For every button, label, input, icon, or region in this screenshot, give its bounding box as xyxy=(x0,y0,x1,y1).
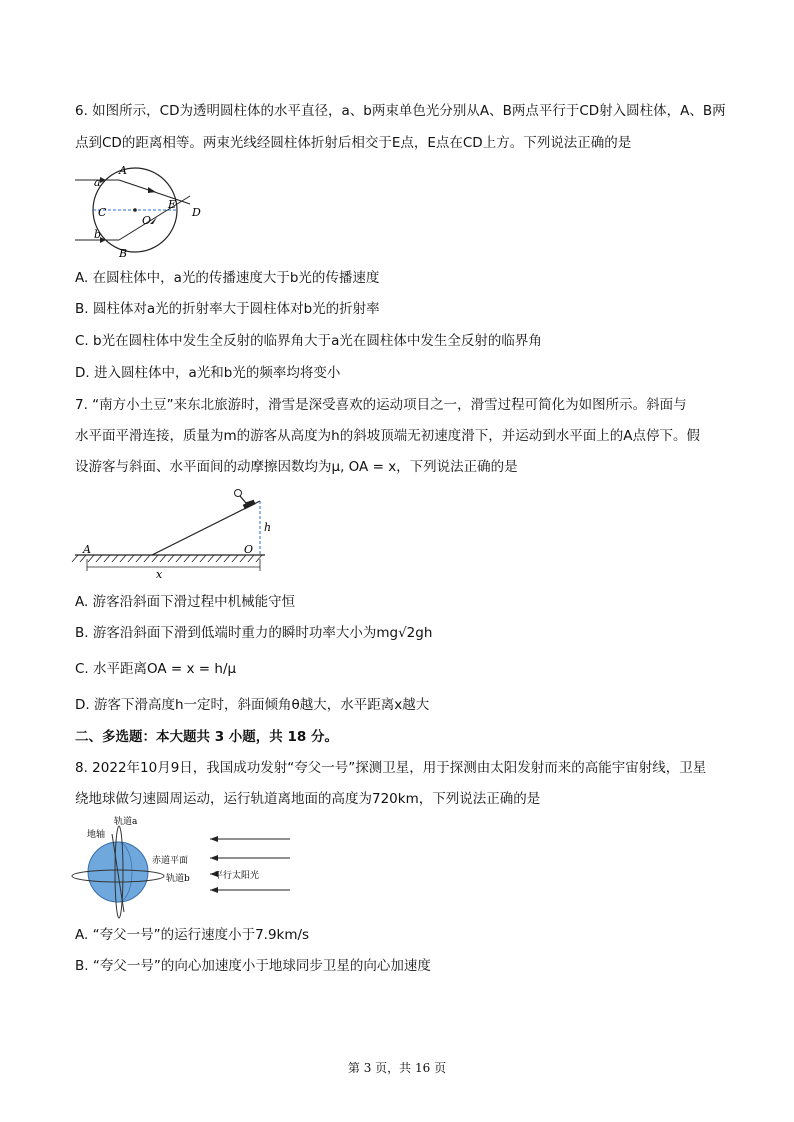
q7-label-x: x xyxy=(156,568,163,580)
q7-option-c: C. 水平距离OA = x = h/μ xyxy=(75,661,237,677)
q6-option-b: B. 圆柱体对a光的折射率大于圆柱体对b光的折射率 xyxy=(75,301,380,317)
q6-label-A: A xyxy=(119,164,127,177)
q7-option-a: A. 游客沿斜面下滑过程中机械能守恒 xyxy=(75,594,296,610)
q8-label-axis: 地轴 xyxy=(87,830,106,840)
q7-stem-line1: 7. “南方小土豆”来东北旅游时，滑雪是深受喜欢的运动项目之一，滑雪过程可简化为如图所示。斜面与 xyxy=(75,397,687,413)
q6-cylinder-figure xyxy=(70,160,220,265)
q6-label-a: a xyxy=(94,176,101,189)
q6-option-c: C. b光在圆柱体中发生全反射的临界角大于a光在圆柱体中发生全反射的临界角 xyxy=(75,333,542,349)
q8-label-orbit-b: 轨道b xyxy=(166,874,190,884)
q6-label-O: O xyxy=(142,214,152,227)
q6-option-d: D. 进入圆柱体中，a光和b光的频率均将变小 xyxy=(75,365,341,381)
q6-label-C: C xyxy=(98,206,107,219)
q6-label-B: B xyxy=(119,247,128,260)
q7-slope-figure xyxy=(70,485,285,580)
page-footer: 第 3 页，共 16 页 xyxy=(347,1061,447,1075)
q7-stem-line3: 设游客与斜面、水平面间的动摩擦因数均为μ, OA = x，下列说法正确的是 xyxy=(75,459,518,475)
q8-label-sunlight: 平行太阳光 xyxy=(214,871,260,881)
q8-option-b: B. “夸父一号”的向心加速度小于地球同步卫星的向心加速度 xyxy=(75,958,431,974)
q7-stem-line2: 水平面平滑连接，质量为m的游客从高度为h的斜坡顶端无初速度滑下，并运动到水平面上的A点停下。假 xyxy=(75,428,700,444)
q6-stem-line2: 点到CD的距离相等。两束光线经圆柱体折射后相交于E点，E点在CD上方。下列说法正确的是 xyxy=(75,135,632,151)
q7-label-O: O xyxy=(244,543,254,556)
q7-label-h: h xyxy=(264,521,272,534)
q6-label-E: E xyxy=(168,198,177,211)
q6-label-D: D xyxy=(192,206,201,219)
q7-label-A: A xyxy=(83,543,91,556)
section2-heading: 二、多选题：本大题共 3 小题，共 18 分。 xyxy=(75,729,338,745)
q8-earth-figure xyxy=(70,812,300,920)
q7-option-b: B. 游客沿斜面下滑到低端时重力的瞬时功率大小为mg√2gh xyxy=(75,625,433,641)
q6-option-a: A. 在圆柱体中，a光的传播速度大于b光的传播速度 xyxy=(75,270,380,286)
q6-stem-line1: 6. 如图所示，CD为透明圆柱体的水平直径，a、b两束单色光分别从A、B两点平行于CD射入圆柱体，A、B两 xyxy=(75,103,726,119)
q6-label-b: b xyxy=(94,228,102,241)
q8-stem-line2: 绕地球做匀速圆周运动，运行轨道离地面的高度为720km，下列说法正确的是 xyxy=(75,791,541,807)
q8-option-a: A. “夸父一号”的运行速度小于7.9km/s xyxy=(75,927,310,943)
q8-stem-line1: 8. 2022年10月9日，我国成功发射“夸父一号”探测卫星，用于探测由太阳发射而来的高能宇宙射线，卫星 xyxy=(75,760,707,776)
q8-label-equator: 赤道平面 xyxy=(152,856,189,866)
q8-label-orbit-a: 轨道a xyxy=(114,817,138,827)
q7-option-d: D. 游客下滑高度h一定时，斜面倾角θ越大，水平距离x越大 xyxy=(75,697,430,713)
